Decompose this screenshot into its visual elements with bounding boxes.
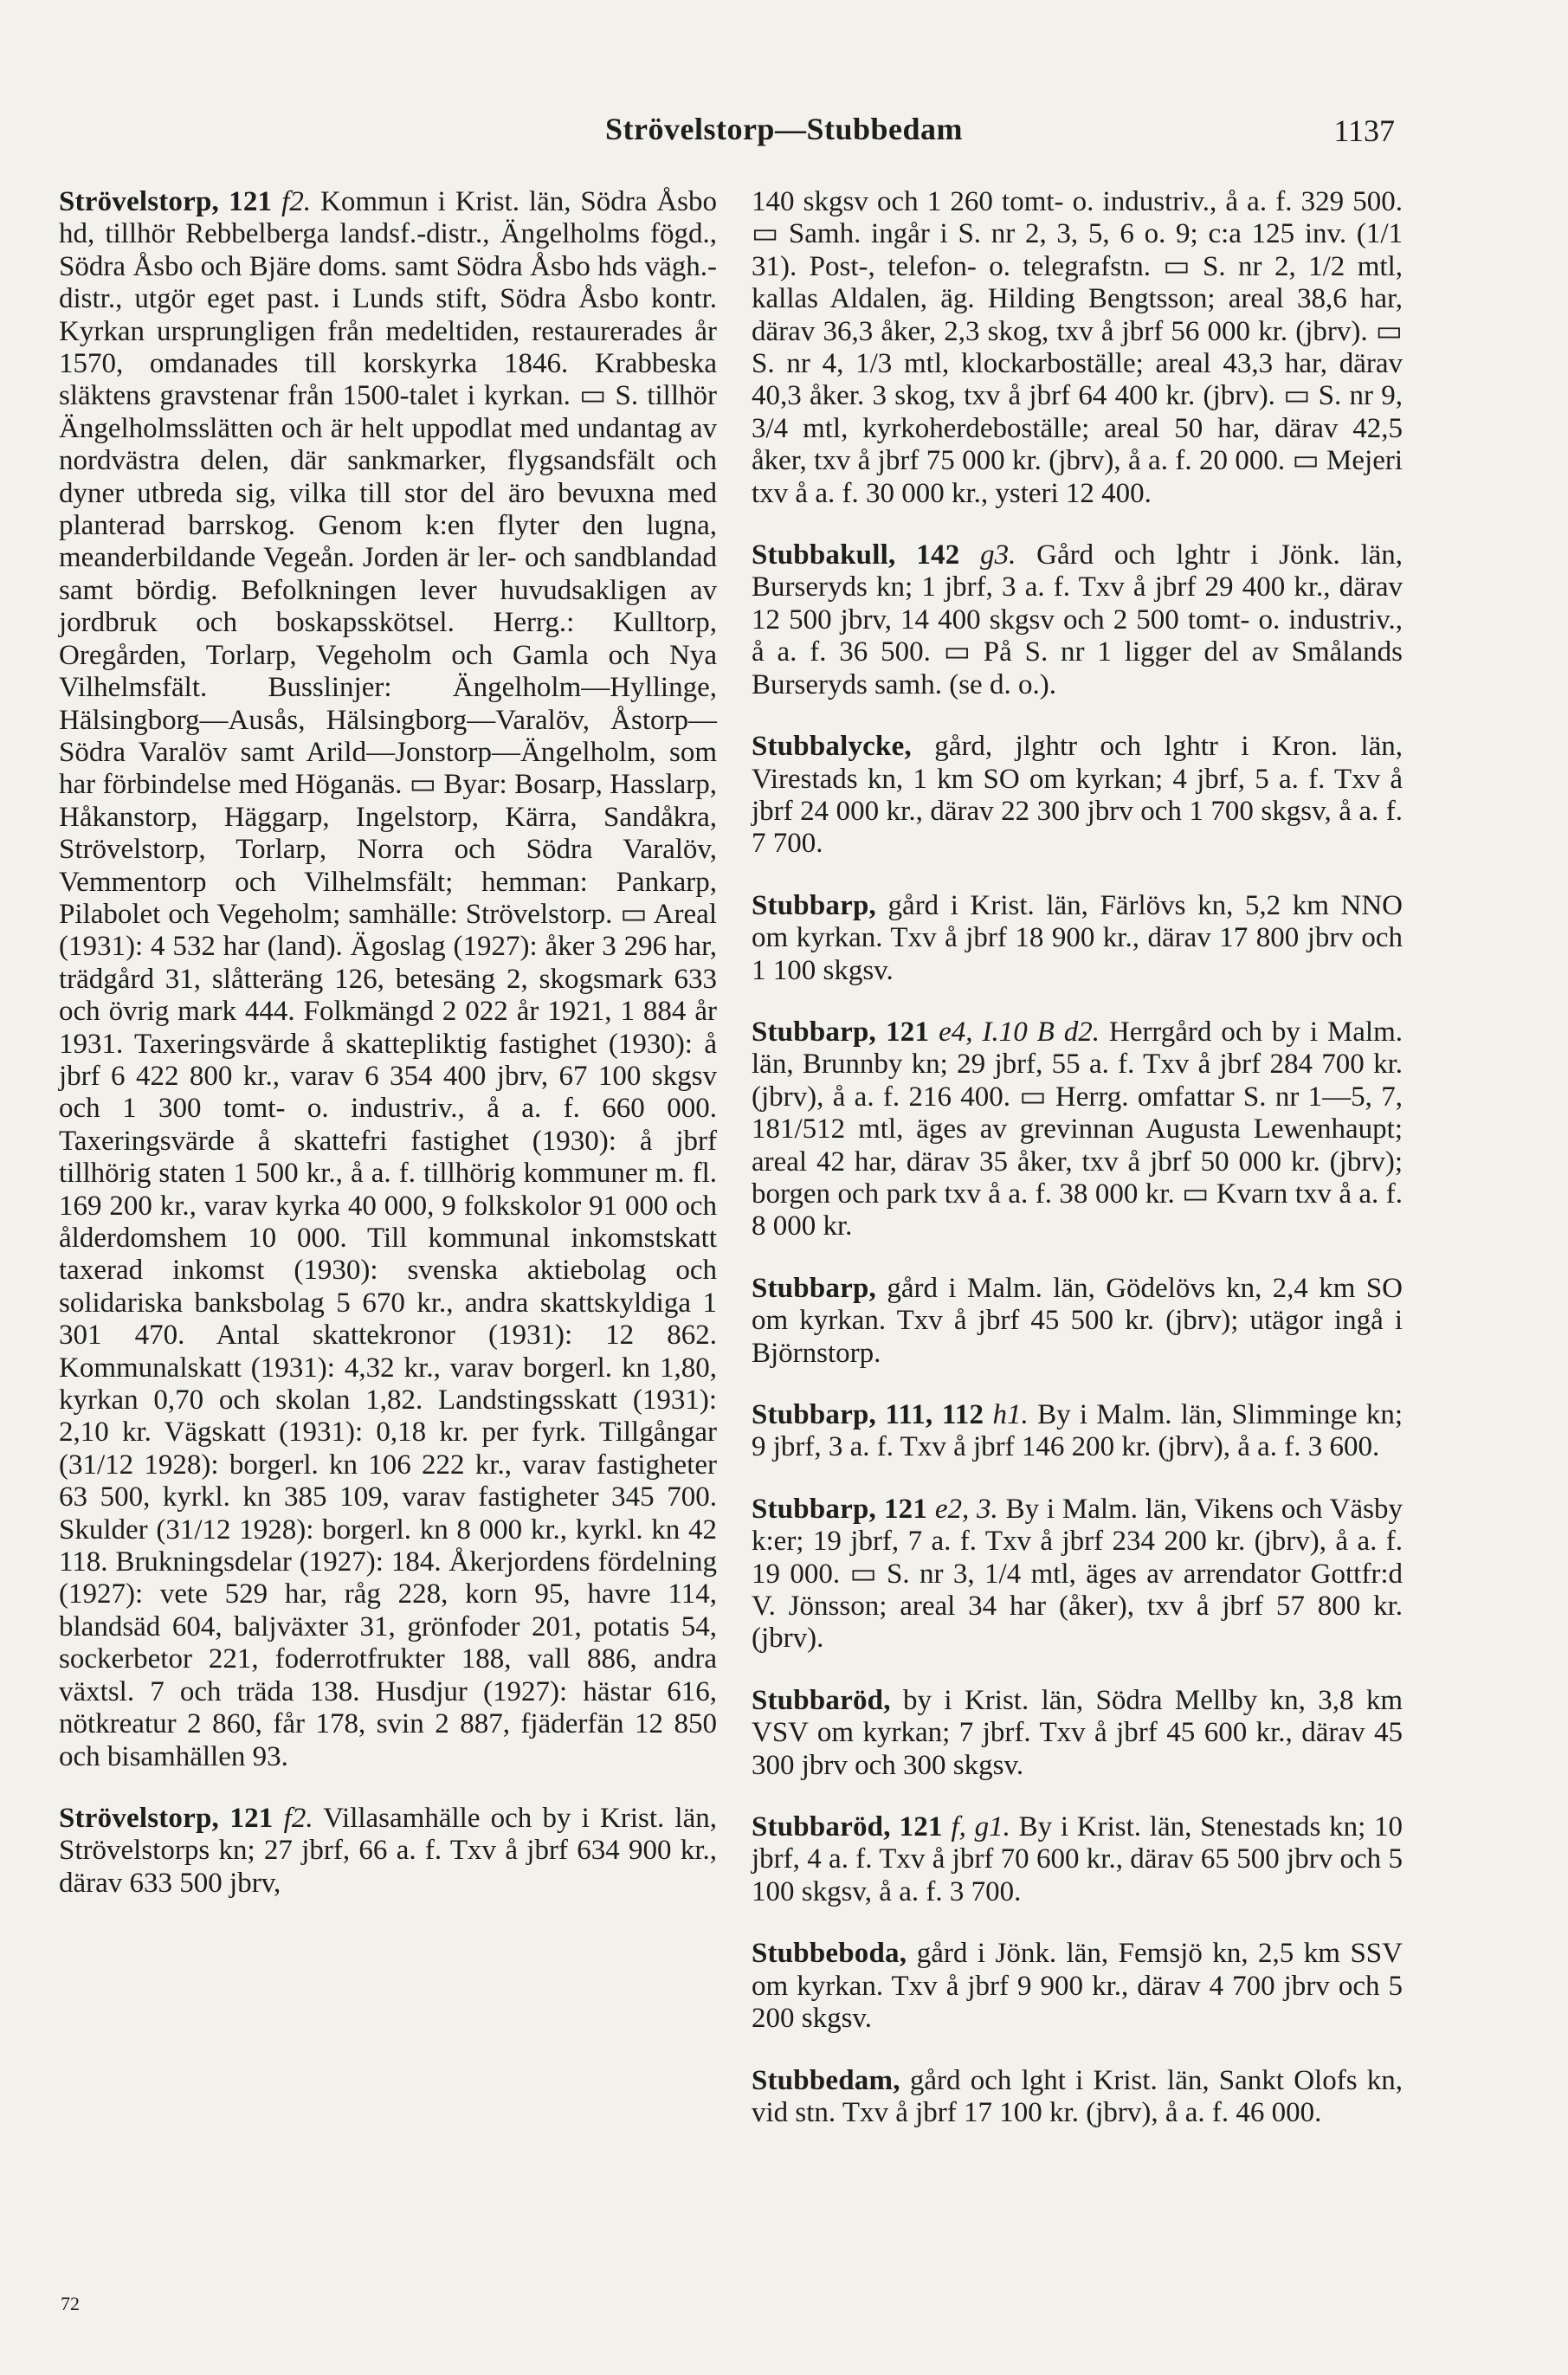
entry <box>752 1494 1403 1655</box>
entry <box>752 1685 1403 1782</box>
entry-text: gård i Jönk. län, Femsjö kn, 2,5 km SSV om kyrkan. Txv å jbrf 9 900 kr., därav 4 700 jbrv och 5 200 skgsv. <box>752 1938 1403 2035</box>
entry <box>752 1938 1403 2035</box>
printer-signature: 72 <box>61 2293 80 2314</box>
running-head: Strövelstorp—Stubbedam <box>604 112 964 146</box>
entry-headword: Stubbaröd, <box>752 1684 891 1716</box>
entry-text: gård i Krist. län, Färlövs kn, 5,2 km NNO om kyrkan. Txv å jbrf 18 900 kr., därav 17 800 jbrv och 1 100 skgsv. <box>752 889 1403 986</box>
map-reference: f, g1. <box>951 1811 1010 1843</box>
map-reference: g3. <box>980 539 1016 571</box>
right-column <box>752 186 1403 2159</box>
entry <box>752 1811 1403 1908</box>
entry-text: Gård och lghtr i Jönk. län, Burseryds kn; 1 jbrf, 3 a. f. Txv å jbrf 29 400 kr., därav 12 500 jbrv, 14 400 skgsv och 2 500 tomt- o. industriv., å a. f. 36 500. ▭ På S. nr 1 ligger del av Smålands Burseryds samh. (se d. o.). <box>752 539 1403 700</box>
entry-headword: Stubbaröd, 121 <box>752 1811 943 1843</box>
entry-text: By i Krist. län, Stenestads kn; 10 jbrf, 4 a. f. Txv å jbrf 70 600 kr., därav 65 500 jbrv och 5 100 skgsv, å a. f. 3 700. <box>752 1811 1403 1907</box>
entry-text: 140 skgsv och 1 260 tomt- o. industriv., å a. f. 329 500. ▭ Samh. ingår i S. nr 2, 3, 5, 6 o. 9; c:a 125 inv. (1/1 31). Post-, telefon- o. telegrafstn. ▭ S. nr 2, 1/2 mtl, kallas Aldalen, äg. Hilding Bengtsson; areal 38,6 har, därav 36,3 åker, 2,3 skog, txv å jbrf 56 000 kr. (jbrv). ▭ S. nr 4, 1/3 mtl, klockarboställe; areal 43,3 har, därav 40,3 åker. 3 skog, txv å jbrf 64 400 kr. (jbrv). ▭ S. nr 9, 3/4 mtl, kyrkoherdeboställe; areal 50 har, därav 42,5 åker, txv å jbrf 75 000 kr. (jbrv), å a. f. 20 000. ▭ Mejeri txv å a. f. 30 000 kr., ysteri 12 400. <box>752 186 1403 509</box>
entry <box>59 186 717 1773</box>
entry-headword: Stubbalycke, <box>752 731 912 763</box>
map-reference: f2. <box>281 186 312 217</box>
entry <box>752 186 1403 510</box>
entry-headword: Strövelstorp, 121 <box>59 1802 274 1834</box>
entry-headword: Stubbakull, 142 <box>752 539 960 571</box>
entry-headword: Stubbedam, <box>752 2064 900 2096</box>
entry-headword: Stubbarp, 121 <box>752 1493 928 1525</box>
entry <box>752 1016 1403 1243</box>
entry <box>59 1803 717 1900</box>
entry-headword: Stubbarp, <box>752 1272 876 1304</box>
entry-text: By i Malm. län, Vikens och Väsby k:er; 19 jbrf, 7 a. f. Txv å jbrf 234 200 kr. (jbrv), å a. f. 19 000. ▭ S. nr 3, 1/4 mtl, äges av arrendator Gottfr:d V. Jönsson; areal 34 har (åker), txv å jbrf 57 800 kr. (jbrv). <box>752 1493 1403 1655</box>
entry <box>752 731 1403 861</box>
entry-text: Kommun i Krist. län, Södra Åsbo hd, tillhör Rebbelberga landsf.-distr., Ängelholms fögd., Södra Åsbo och Bjäre doms. samt Södra Åsbo hds vägh.-distr., utgör eget past. i Lunds stift, Södra Åsbo kontr. Kyrkan ursprungligen från medeltiden, restaurerades år 1570, omdanades till korskyrka 1846. Krabbeska släktens gravstenar från 1500-talet i kyrkan. ▭ S. tillhör Ängelholmsslätten och är helt uppodlat med undantag av nordvästra delen, där sankmarker, flygsandsfält och dyner utbreda sig, vilka till stor del äro bevuxna med planterad barrskog. Genom k:en flyter den lugna, meanderbildande Vegeån. Jorden är ler- och sandblandad samt bördig. Befolkningen lever huvudsakligen av jordbruk och boskapsskötsel. Herrg.: Kulltorp, Oregården, Torlarp, Vegeholm och Gamla och Nya Vilhelmsfält. Busslinjer: Ängelholm—Hyllinge, Hälsingborg—Ausås, Hälsingborg—Varalöv, Åstorp—Södra Varalöv samt Arild—Jonstorp—Ängelholm, som har förbindelse med Höganäs. ▭ Byar: Bosarp, Hasslarp, Håkanstorp, Häggarp, Ingelstorp, Kärra, Sandåkra, Strövelstorp, Torlarp, Norra och Södra Varalöv, Vemmentorp och Vilhelmsfält; hemman: Pankarp, Pilabolet och Vegeholm; samhälle: Strövelstorp. ▭ Areal (1931): 4 532 har (land). Ägoslag (1927): åker 3 296 har, trädgård 31, slåtteräng 126, betesäng 2, skogsmark 633 och övrig mark 444. Folkmängd 2 022 år 1921, 1 884 år 1931. Taxeringsvärde å skattepliktig fastighet (1930): å jbrf 6 422 800 kr., varav 6 354 400 jbrv, 67 100 skgsv och 1 300 tomt- o. industriv., å a. f. 660 000. Taxeringsvärde å skattefri fastighet (1930): å jbrf tillhörig staten 1 500 kr., å a. f. tillhörig kommuner m. fl. 169 200 kr., varav kyrka 40 000, 9 folkskolor 91 000 och ålderdomshem 10 000. Till kommunal inkomstskatt taxerad inkomst (1930): svenska aktiebolag och solidariska banksbolag 5 670 kr., andra skattskyldiga 1 301 470. Antal skattekronor (1931): 12 862. Kommunalskatt (1931): 4,32 kr., varav borgerl. kn 1,80, kyrkan 0,70 och skolan 1,82. Landstingsskatt (1931): 2,10 kr. Vägskatt (1931): 0,18 kr. per fyrk. Tillgångar (31/12 1928): borgerl. kn 106 222 kr., varav fastigheter 63 500, kyrkl. kn 385 109, varav fastigheter 345 700. Skulder (31/12 1928): borgerl. kn 8 000 kr., kyrkl. kn 42 118. Brukningsdelar (1927): 184. Åkerjordens fördelning (1927): vete 529 har, råg 228, korn 95, havre 114, blandsäd 604, baljväxter 31, grönfoder 201, potatis 54, sockerbetor 221, foderrotfrukter 188, vall 886, andra växtsl. 7 och träda 138. Husdjur (1927): hästar 616, nötkreatur 2 860, får 178, svin 2 887, fjäderfän 12 850 och bisamhällen 93. <box>59 186 717 1772</box>
entry-text: By i Malm. län, Slimminge kn; 9 jbrf, 3 a. f. Txv å jbrf 146 200 kr. (jbrv), å a. f. 3 600. <box>752 1399 1403 1463</box>
entry-headword: Stubbeboda, <box>752 1938 907 1970</box>
entry-text: by i Krist. län, Södra Mellby kn, 3,8 km VSV om kyrkan; 7 jbrf. Txv å jbrf 45 600 kr., därav 45 300 jbrv och 300 skgsv. <box>752 1684 1403 1781</box>
map-reference: f2. <box>283 1802 313 1834</box>
entry-text: gård i Malm. län, Gödelövs kn, 2,4 km SO om kyrkan. Txv å jbrf 45 500 kr. (jbrv); utägor ingå i Björnstorp. <box>752 1272 1403 1369</box>
left-column <box>59 186 717 1929</box>
entry-headword: Strövelstorp, 121 <box>59 186 273 217</box>
entry <box>752 539 1403 701</box>
entry <box>752 890 1403 987</box>
entry-headword: Stubbarp, <box>752 889 876 921</box>
map-reference: e2, 3. <box>934 1493 998 1525</box>
entry-text: Herrgård och by i Malm. län, Brunnby kn; 29 jbrf, 55 a. f. Txv å jbrf 284 700 kr. (jbrv), å a. f. 216 400. ▭ Herrg. omfattar S. nr 1—5, 7, 181/512 mtl, äges av grevinnan Augusta Lewenhaupt; areal 42 har, därav 35 åker, txv å jbrf 50 000 kr. (jbrv); borgen och park txv å a. f. 38 000 kr. ▭ Kvarn txv å a. f. 8 000 kr. <box>752 1016 1403 1242</box>
entry-headword: Stubbarp, 121 <box>752 1016 930 1048</box>
entry-text: Villasamhälle och by i Krist. län, Strövelstorps kn; 27 jbrf, 66 a. f. Txv å jbrf 634 900 kr., därav 633 500 jbrv, <box>59 1802 718 1899</box>
entry <box>752 1273 1403 1370</box>
entry-text: gård och lght i Krist. län, Sankt Olofs kn, vid stn. Txv å jbrf 17 100 kr. (jbrv), å a. f. 46 000. <box>752 2064 1403 2128</box>
entry <box>752 2065 1403 2130</box>
entry-text: gård, jlghtr och lghtr i Kron. län, Virestads kn, 1 km SO om kyrkan; 4 jbrf, 5 a. f. Txv å jbrf 24 000 kr., därav 22 300 jbrv och 1 700 skgsv, å a. f. 7 700. <box>752 731 1403 860</box>
entry-headword: Stubbarp, 111, 112 <box>752 1399 984 1430</box>
map-reference: e4, I.10 B d2. <box>939 1016 1100 1048</box>
page-number: 1137 <box>1333 113 1395 148</box>
entry <box>752 1399 1403 1464</box>
map-reference: h1. <box>992 1399 1029 1430</box>
